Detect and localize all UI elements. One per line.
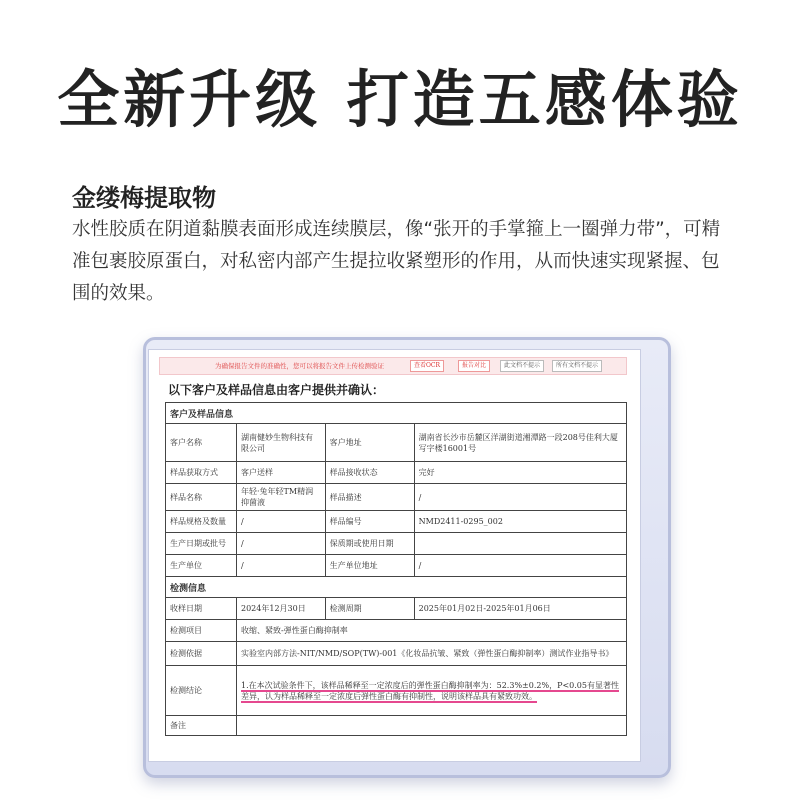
cell-label: 样品规格及数量 <box>166 511 237 533</box>
test-report-document <box>154 355 630 760</box>
section-title: 金缕梅提取物 <box>72 184 216 212</box>
table-row <box>166 511 627 533</box>
test-section-title: 检测信息 <box>166 577 627 598</box>
cell-value: / <box>414 555 626 577</box>
report-heading: 以下客户及样品信息由客户提供并确认： <box>168 383 385 397</box>
conclusion-text: 1.在本次试验条件下，该样品稀释至一定浓度后的弹性蛋白酶抑制率为：52.3%±0.2%，P<0.05有显著性差异，认为样品稀释至一定浓度后弹性蛋白酶有抑制性，说明该样品具有紧致功效。 <box>241 680 619 701</box>
cell-value <box>237 716 627 736</box>
cell-label: 客户地址 <box>325 424 414 462</box>
section-description: 水性胶质在阴道黏膜表面形成连续膜层，像“张开的手掌箍上一圈弹力带”，可精准包裹胶原蛋白，对私密内部产生提拉收紧塑形的作用，从而快速实现紧握、包围的效果。 <box>72 219 721 304</box>
cell-label: 客户名称 <box>166 424 237 462</box>
cell-label: 保质期或使用日期 <box>325 533 414 555</box>
table-row <box>166 484 627 511</box>
table-row <box>166 462 627 484</box>
cell-value: 收缩、紧致-弹性蛋白酶抑制率 <box>237 620 627 642</box>
compare-report-button[interactable]: 报告对比 <box>458 360 490 372</box>
table-row <box>166 403 627 424</box>
cell-value <box>237 666 627 716</box>
cell-label: 检测周期 <box>325 598 414 620</box>
cell-value: / <box>237 511 326 533</box>
cell-label: 样品接收状态 <box>325 462 414 484</box>
cell-value: 2024年12月30日 <box>237 598 326 620</box>
cell-label: 生产单位地址 <box>325 555 414 577</box>
table-row <box>166 620 627 642</box>
headline: 全新升级 打造五感体验 <box>57 63 743 136</box>
cell-label: 生产日期或批号 <box>166 533 237 555</box>
cell-value: 年轻·兔年轻TM精润抑菌液 <box>237 484 326 511</box>
verification-toolbar <box>159 357 627 375</box>
cell-label: 检测项目 <box>166 620 237 642</box>
report-table <box>165 402 627 736</box>
table-row <box>166 666 627 716</box>
cell-label: 样品名称 <box>166 484 237 511</box>
cell-label: 检测依据 <box>166 642 237 666</box>
no-hint-doc-button[interactable]: 此文档不提示 <box>500 360 544 372</box>
cell-label: 检测结论 <box>166 666 237 716</box>
cell-value: NMD2411-0295_002 <box>414 511 626 533</box>
cell-label: 样品描述 <box>325 484 414 511</box>
customer-section-title: 客户及样品信息 <box>166 403 627 424</box>
cell-value <box>414 533 626 555</box>
cell-value: / <box>414 484 626 511</box>
cell-label: 收样日期 <box>166 598 237 620</box>
cell-value: / <box>237 555 326 577</box>
cell-value: / <box>237 533 326 555</box>
cell-value: 湖南健妙生物科技有限公司 <box>237 424 326 462</box>
table-row <box>166 716 627 736</box>
table-row <box>166 598 627 620</box>
cell-value: 湖南省长沙市岳麓区洋湖街道湘潭路一段208号佳利大厦写字楼16001号 <box>414 424 626 462</box>
cell-label: 生产单位 <box>166 555 237 577</box>
table-row <box>166 555 627 577</box>
view-ocr-button[interactable]: 查看OCR <box>410 360 444 372</box>
cell-value: 实验室内部方法-NIT/NMD/SOP(TW)-001《化妆品抗皱、紧致（弹性蛋白酶抑制率）测试作业指导书》 <box>237 642 627 666</box>
cell-label: 备注 <box>166 716 237 736</box>
cell-value: 客户送样 <box>237 462 326 484</box>
table-row <box>166 533 627 555</box>
table-row <box>166 424 627 462</box>
table-row <box>166 642 627 666</box>
cell-value: 完好 <box>414 462 626 484</box>
toolbar-tip: 为确保报告文件的准确性，您可以将报告文件上传检测验证 <box>215 362 384 370</box>
cell-label: 样品获取方式 <box>166 462 237 484</box>
table-row <box>166 577 627 598</box>
cell-value: 2025年01月02日-2025年01月06日 <box>414 598 626 620</box>
no-hint-all-button[interactable]: 所有文档不提示 <box>552 360 602 372</box>
cell-label: 样品编号 <box>325 511 414 533</box>
